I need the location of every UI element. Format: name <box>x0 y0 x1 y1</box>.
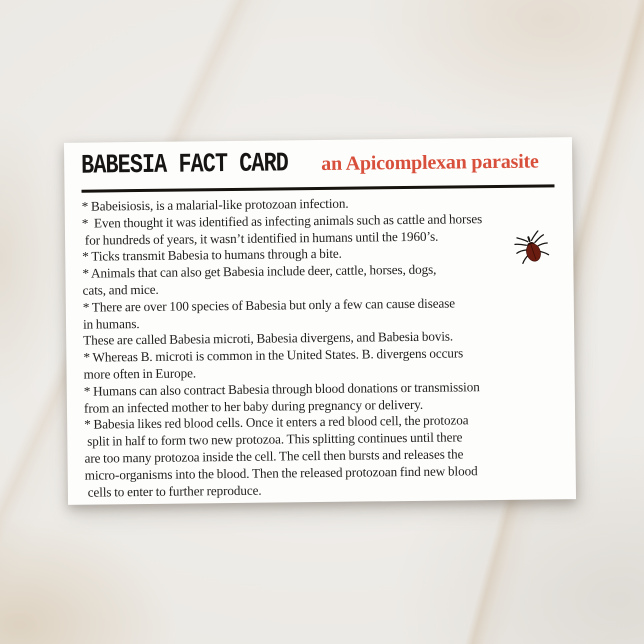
card-title-box <box>81 151 321 181</box>
fact-line: cells to enter to further reproduce. <box>84 482 262 500</box>
fact-line: split in half to form two new protozoa. This splitting continues until there <box>84 429 463 449</box>
fact-line: * Humans can also contract Babesia through blood donations or transmission <box>83 378 480 399</box>
title-underline <box>81 184 554 192</box>
fact-line: * Babeisiosis, is a malarial-like protozoan infection. <box>81 195 349 214</box>
fact-line: more often in Europe. <box>83 365 197 382</box>
fact-line: These are called Babesia microti, Babesia divergens, and Babesia bovis. <box>83 328 454 349</box>
fact-line: * Babesia likes red blood cells. Once it enters a red blood cell, the protozoa <box>84 412 469 433</box>
fact-line: micro-organisms into the blood. Then the released protozoan find new blood <box>84 462 478 483</box>
fact-list <box>82 193 558 501</box>
card-header <box>81 148 554 184</box>
fact-line: in humans. <box>82 315 140 332</box>
tick-icon <box>514 230 550 266</box>
fact-line: * There are over 100 species of Babesia but only a few can cause disease <box>82 295 456 315</box>
fact-line: cats, and mice. <box>82 281 159 298</box>
fact-line: * Even thought it was identified as infecting animals such as cattle and horses <box>81 210 483 231</box>
babesia-fact-card <box>64 137 576 505</box>
fact-line: * Whereas B. microti is common in the United States. B. divergens occurs <box>83 345 464 365</box>
fact-line: are too many protozoa inside the cell. The cell then bursts and releases the <box>84 446 464 466</box>
fact-line: for hundreds of years, it wasn’t identified in humans until the 1960’s. <box>81 228 439 248</box>
fact-line: * Animals that can also get Babesia include deer, cattle, horses, dogs, <box>82 261 437 281</box>
card-title: BABESIA FACT CARD <box>81 149 289 182</box>
fact-line: from an infected mother to her baby during pregnancy or delivery. <box>83 396 424 416</box>
card-subtitle: an Apicomplexan parasite <box>321 150 539 175</box>
fact-line: * Ticks transmit Babesia to humans through a bite. <box>82 246 342 265</box>
